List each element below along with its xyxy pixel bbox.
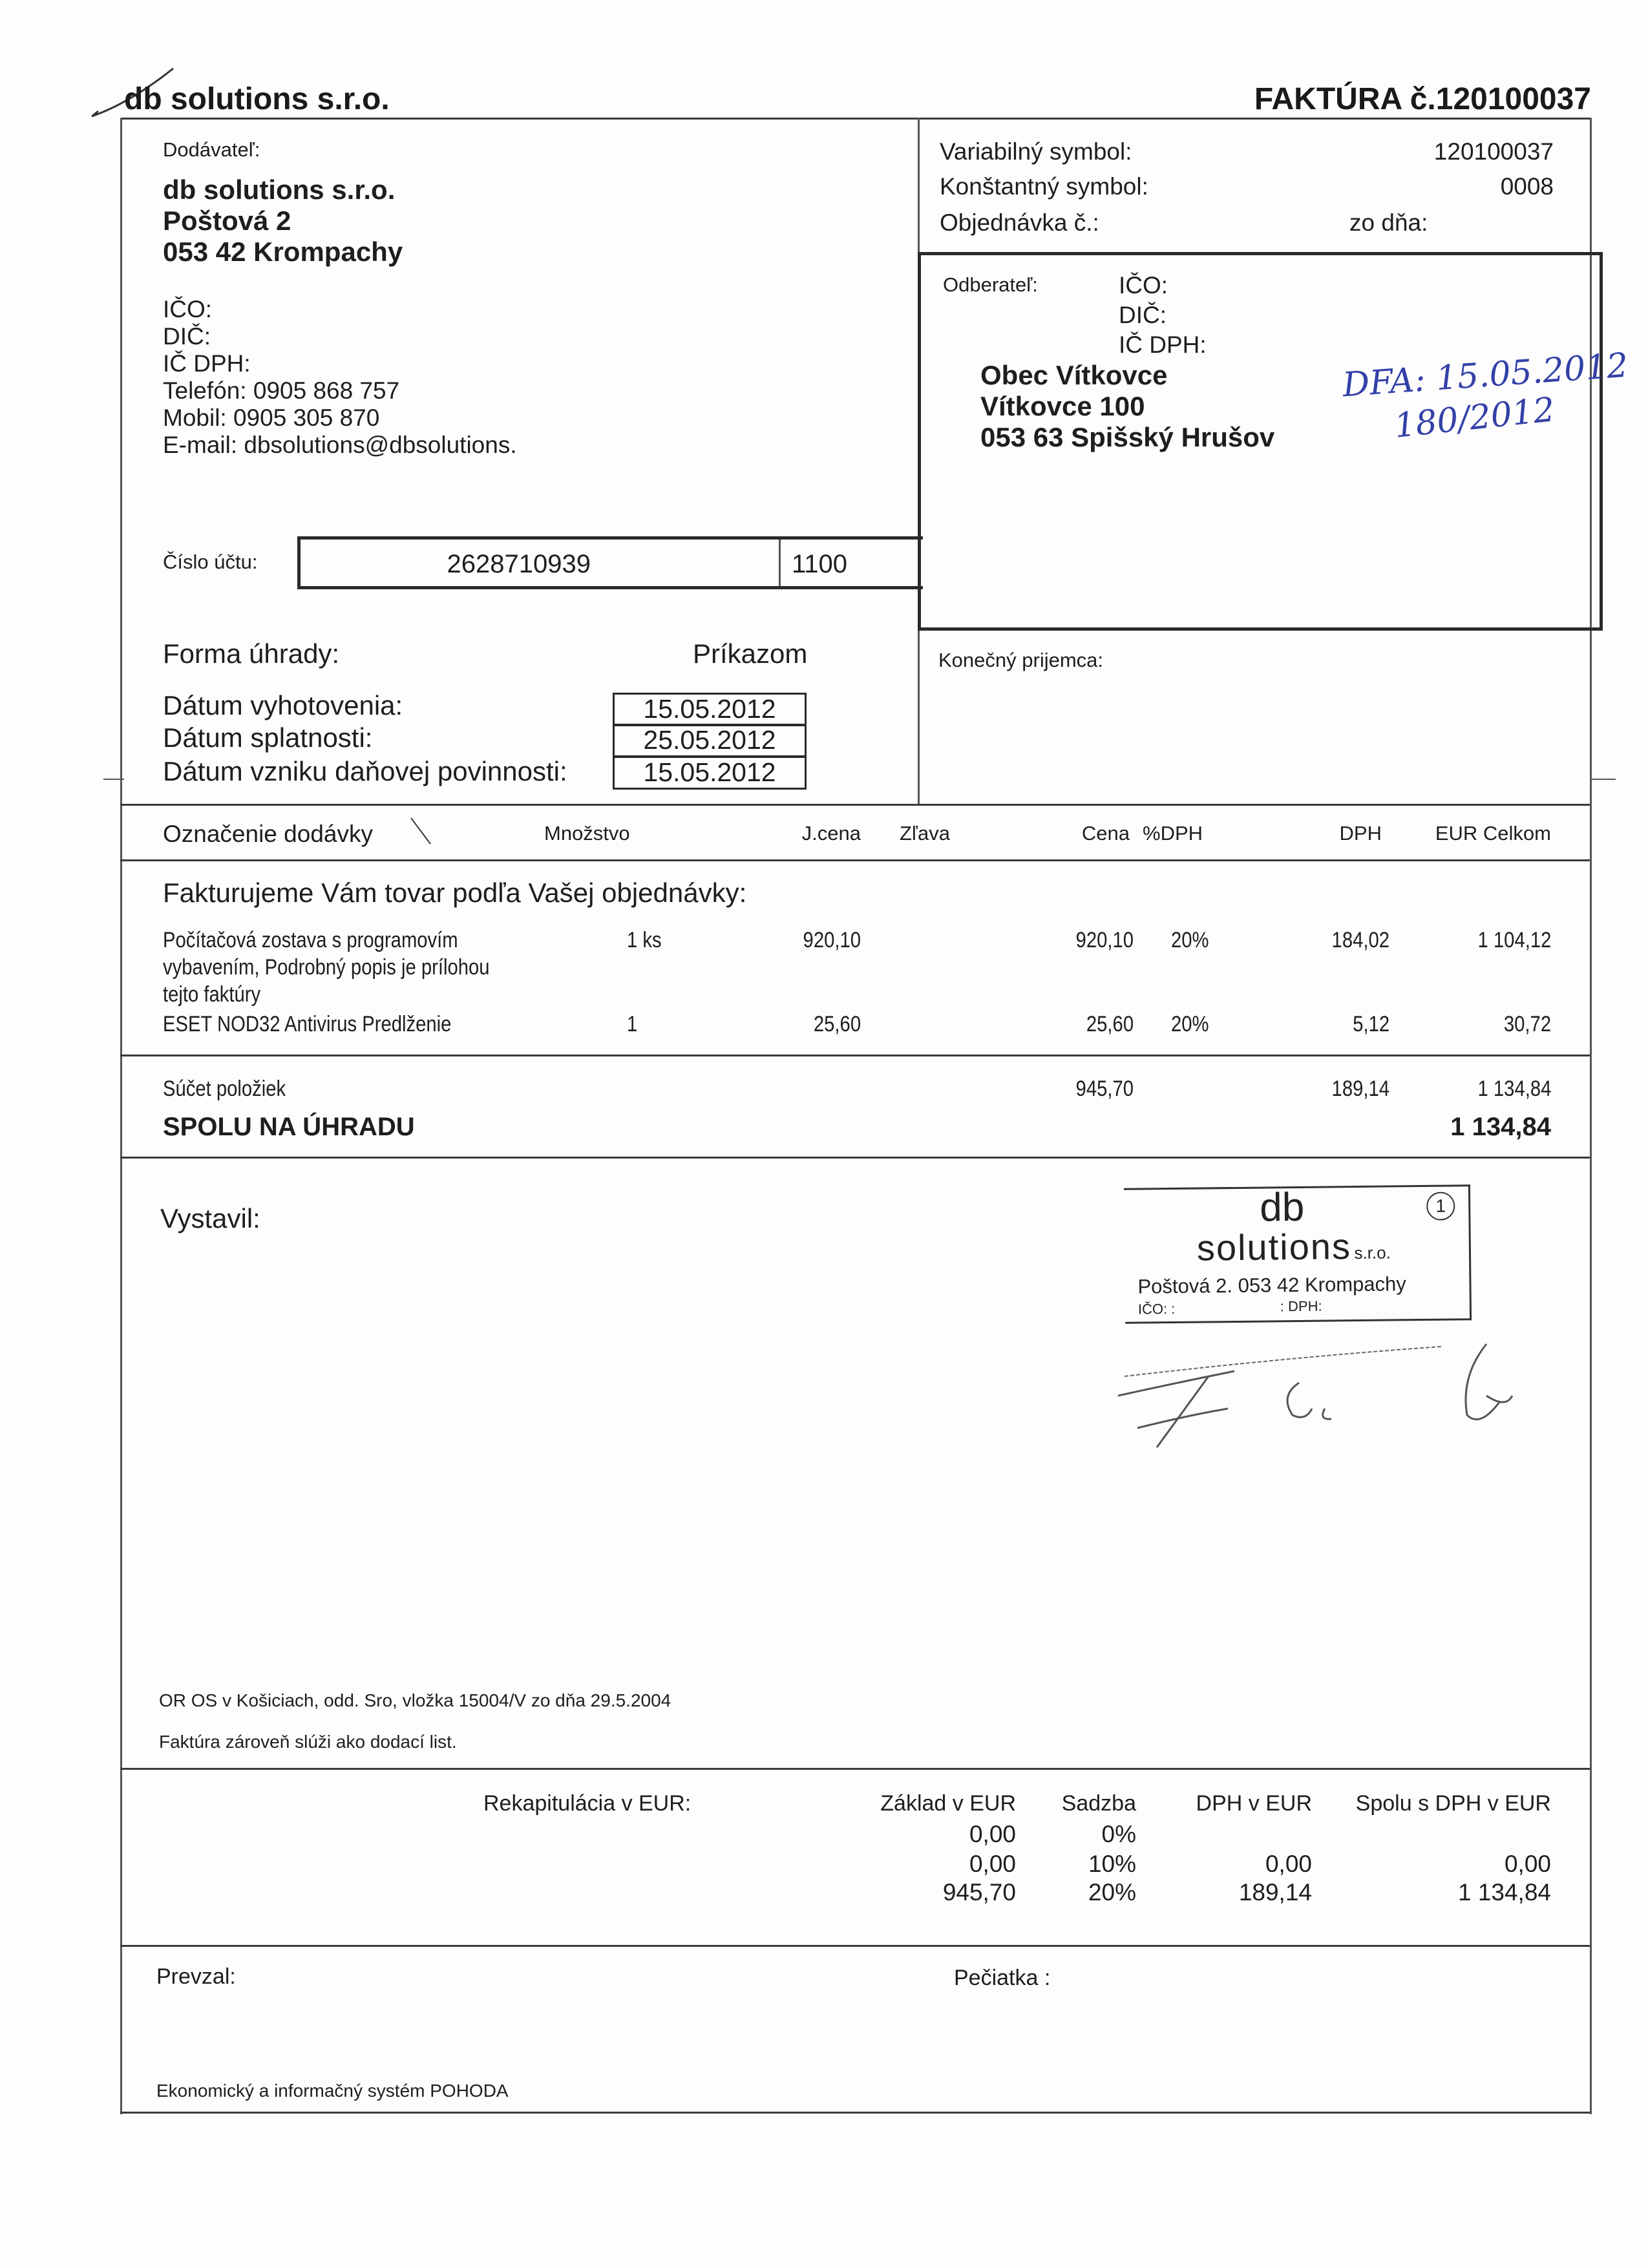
sum-price: 945,70 <box>1075 1076 1134 1101</box>
recap-row-3-total: 1 134,84 <box>1457 1879 1551 1906</box>
bank-code: 1100 <box>792 550 848 578</box>
stamp-line-4a: IČO: : <box>1137 1300 1176 1318</box>
stamp-line-1: db <box>1259 1184 1305 1230</box>
recap-top <box>120 1768 1590 1770</box>
header-unit-price: J.cena <box>801 822 861 845</box>
recap-row-1-base: 0,00 <box>969 1821 1016 1847</box>
recap-bottom <box>120 1945 1590 1947</box>
constant-symbol-label: Konštantný symbol: <box>940 173 1148 200</box>
signature-icon <box>1099 1331 1525 1460</box>
recap-header-base: Základ v EUR <box>880 1791 1016 1816</box>
header-vat: DPH <box>1339 822 1382 845</box>
header-discount: Zľava <box>900 822 950 845</box>
variable-symbol-value: 120100037 <box>1433 138 1554 165</box>
recap-row-2-vat: 0,00 <box>1265 1851 1312 1877</box>
row-2-unit-price: 25,60 <box>813 1012 861 1036</box>
fold-mark-left <box>103 779 124 780</box>
bottom-border <box>120 2112 1590 2114</box>
register-note: OR OS v Košiciach, odd. Sro, vložka 15004/V zo dňa 29.5.2004 <box>159 1690 671 1710</box>
customer-ico-label: IČO: <box>1119 272 1168 299</box>
top-border <box>120 118 1590 120</box>
supplier-ico-label: IČO: <box>163 296 213 322</box>
supplier-street: Poštová 2 <box>163 205 291 236</box>
final-recipient-label: Konečný prijemca: <box>938 649 1104 671</box>
account-label: Číslo účtu: <box>163 551 258 573</box>
due-date-value: 25.05.2012 <box>613 724 807 757</box>
customer-street: Vítkovce 100 <box>980 391 1145 421</box>
invoice-title: FAKTÚRA č.120100037 <box>1254 82 1591 116</box>
supplier-email: E-mail: dbsolutions@dbsolutions. <box>163 432 517 458</box>
tax-date-value: 15.05.2012 <box>613 756 807 790</box>
recap-header-total: Spolu s DPH v EUR <box>1355 1791 1551 1816</box>
supplier-phone: Telefón: 0905 868 757 <box>163 377 400 404</box>
recap-row-3-base: 945,70 <box>942 1879 1016 1906</box>
stamp-number: 1 <box>1426 1192 1455 1220</box>
order-number-label: Objednávka č.: <box>940 209 1099 236</box>
account-number-box <box>297 536 923 589</box>
items-body-bottom <box>120 1055 1590 1056</box>
left-border <box>120 118 122 2114</box>
header-price: Cena <box>1081 822 1130 845</box>
row-1-desc-line-1: Počítačová zostava s programovím <box>163 928 458 952</box>
header-quantity: Množstvo <box>544 822 630 845</box>
variable-symbol-label: Variabilný symbol: <box>940 138 1132 165</box>
payment-method-value: Príkazom <box>693 638 808 669</box>
stamp-line-2-main: solutions <box>1196 1226 1352 1268</box>
row-1-vat: 184,02 <box>1331 928 1389 952</box>
issuer-label: Vystavil: <box>160 1203 260 1234</box>
recap-row-3-rate: 20% <box>1088 1879 1136 1906</box>
fold-mark-right <box>1590 779 1616 780</box>
recap-row-2-base: 0,00 <box>969 1851 1016 1877</box>
supplier-icdph-label: IČ DPH: <box>163 350 251 377</box>
grand-total-label: SPOLU NA ÚHRADU <box>163 1113 415 1141</box>
company-logo-text: db solutions s.r.o. <box>124 82 390 116</box>
row-1-vat-pct: 20% <box>1171 928 1209 952</box>
seal-label: Pečiatka : <box>954 1966 1051 1990</box>
row-1-desc-line-2: vybavením, Podrobný popis je prílohou <box>163 955 490 980</box>
payment-method-label: Forma úhrady: <box>163 638 340 669</box>
sum-total: 1 134,84 <box>1477 1076 1551 1101</box>
recap-header-vat: DPH v EUR <box>1196 1791 1312 1816</box>
row-2-total: 30,72 <box>1503 1012 1551 1036</box>
issue-date-value: 15.05.2012 <box>613 693 807 726</box>
account-number: 2628710939 <box>447 550 591 578</box>
recap-label: Rekapitulácia v EUR: <box>483 1791 692 1816</box>
stamp-line-4b: : DPH: <box>1280 1297 1322 1315</box>
sum-label: Súčet položiek <box>163 1076 286 1101</box>
stamp-line-2 <box>1197 1224 1391 1268</box>
supplier-mobile: Mobil: 0905 305 870 <box>163 404 380 431</box>
tax-date-label: Dátum vzniku daňovej povinnosti: <box>163 756 567 786</box>
customer-name: Obec Vítkovce <box>980 360 1168 390</box>
row-1-unit-price: 920,10 <box>803 928 861 952</box>
issue-date-label: Dátum vyhotovenia: <box>163 690 403 720</box>
constant-symbol-value: 0008 <box>1500 173 1554 200</box>
account-divider <box>779 540 781 586</box>
row-2-desc-line-1: ESET NOD32 Antivirus Predlženie <box>163 1012 452 1036</box>
items-header-bottom <box>120 859 1590 861</box>
company-stamp <box>1124 1184 1472 1324</box>
header-vat-pct: %DPH <box>1143 822 1203 845</box>
sum-vat: 189,14 <box>1331 1076 1389 1101</box>
row-2-vat: 5,12 <box>1353 1012 1389 1036</box>
recap-row-3-vat: 189,14 <box>1238 1879 1312 1906</box>
customer-dic-label: DIČ: <box>1119 302 1167 328</box>
handwritten-registry-date: DFA: 15.05.2012 <box>1341 346 1630 405</box>
row-2-quantity: 1 <box>627 1012 638 1036</box>
handwritten-registry-number: 180/2012 <box>1392 390 1557 446</box>
grand-total-value: 1 134,84 <box>1450 1113 1551 1141</box>
customer-label: Odberateľ: <box>943 273 1038 296</box>
items-header-top <box>120 804 1590 806</box>
items-intro: Fakturujeme Vám tovar podľa Vašej objednávky: <box>163 877 747 908</box>
received-label: Prevzal: <box>156 1964 236 1989</box>
row-1-desc-line-3: tejto faktúry <box>163 982 261 1007</box>
recap-row-1-rate: 0% <box>1101 1821 1136 1847</box>
row-1-quantity: 1 ks <box>627 928 662 952</box>
header-total: EUR Celkom <box>1435 822 1551 845</box>
recap-header-rate: Sadzba <box>1061 1791 1136 1816</box>
supplier-dic-label: DIČ: <box>163 323 211 350</box>
supplier-city: 053 42 Krompachy <box>163 236 403 267</box>
system-note: Ekonomický a informačný systém POHODA <box>156 2081 509 2101</box>
stamp-line-3: Poštová 2. 053 42 Krompachy <box>1137 1272 1406 1298</box>
recap-row-2-rate: 10% <box>1088 1851 1136 1877</box>
customer-city: 053 63 Spišský Hrušov <box>980 422 1275 452</box>
stamp-line-2-suffix: s.r.o. <box>1354 1243 1391 1263</box>
supplier-name: db solutions s.r.o. <box>163 174 396 205</box>
order-date-label: zo dňa: <box>1349 209 1428 236</box>
customer-box <box>918 252 1630 631</box>
pen-mark-icon <box>408 815 434 848</box>
recap-row-2-total: 0,00 <box>1504 1851 1551 1877</box>
row-1-price: 920,10 <box>1075 928 1134 952</box>
due-date-label: Dátum splatnosti: <box>163 722 373 753</box>
row-2-price: 25,60 <box>1086 1012 1134 1036</box>
customer-icdph-label: IČ DPH: <box>1119 331 1207 358</box>
row-1-total: 1 104,12 <box>1477 928 1551 952</box>
header-designation: Označenie dodávky <box>163 821 373 847</box>
row-2-vat-pct: 20% <box>1171 1012 1209 1036</box>
summary-bottom <box>120 1157 1590 1159</box>
delivery-note: Faktúra zároveň slúži ako dodací list. <box>159 1732 457 1752</box>
supplier-label: Dodávateľ: <box>163 138 260 161</box>
